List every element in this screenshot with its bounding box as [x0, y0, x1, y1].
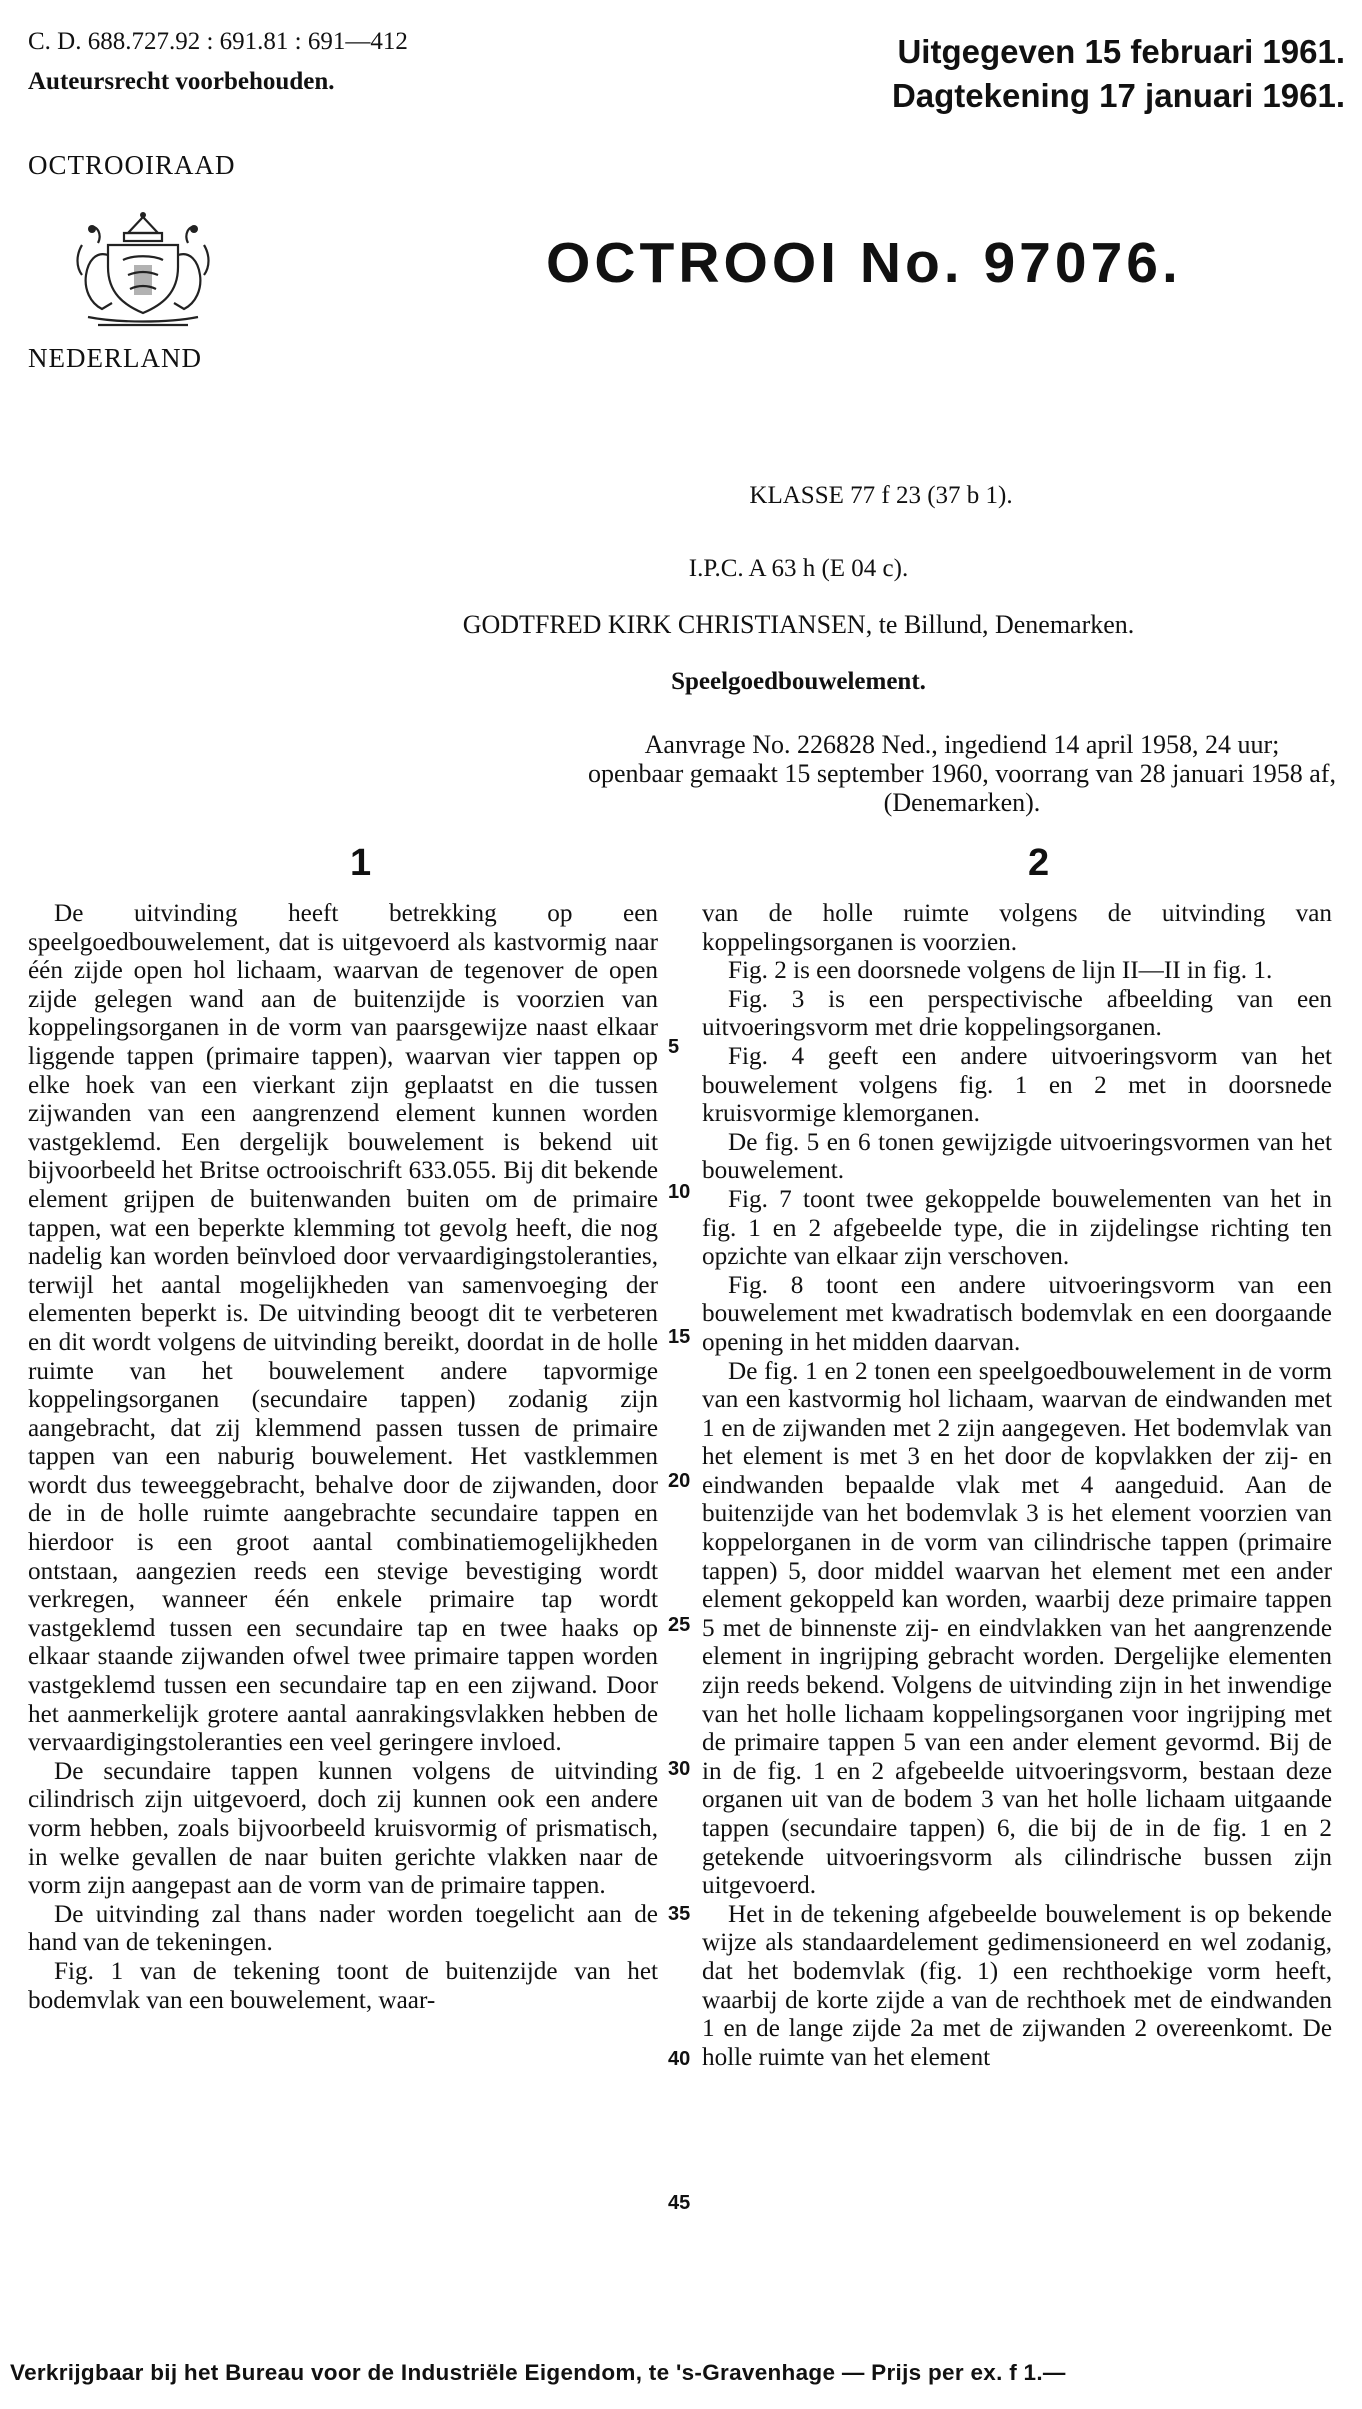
col2-paragraph: Fig. 2 is een doorsnede volgens de lijn II—II in fig. 1. — [728, 957, 1273, 985]
issue-date: Uitgegeven 15 februari 1961. — [897, 33, 1345, 70]
application-line-2: openbaar gemaakt 15 september 1960, voorrang van 28 januari 1958 af, — [588, 759, 1336, 788]
column-number-2: 2 — [1028, 842, 1050, 884]
ipc-class: I.P.C. A 63 h (E 04 c). — [688, 555, 909, 582]
col1-paragraph: De secundaire tappen kunnen volgens de uitvinding cilindrisch zijn uitgevoerd, doch zij kunnen ook een andere vorm hebben, zoals bijvoorbeeld kruisvormig of prismatisch, in welke gevallen de naar buiten gerichte vlakken naar de vorm zijn aangepast aan de vorm van de primaire tappen. — [28, 1757, 658, 1900]
col2-paragraph: van de holle ruimte volgens de uitvinding van koppelingsorganen is voorzien. — [702, 900, 1332, 956]
column-1 — [28, 900, 658, 2015]
copyright-notice: Auteursrecht voorbehouden. — [28, 68, 335, 95]
line-number: 40 — [668, 2048, 691, 2070]
col1-paragraph: De uitvinding heeft betrekking op een speelgoedbouwelement, dat is uitgevoerd als kastvormig naar één zijde open hol lichaam, waarvan de tegenover de open zijde gelegen wand aan de buitenzijde is voorzien van koppelingsorganen in de vorm van paarsgewijze naast elkaar liggende tappen (primaire tappen), waarvan vier tappen op elke hoek van een vierkant zijn geplaatst en die tussen zijwanden van een aangrenzend element kunnen worden vastgeklemd. Een dergelijk bouwelement is bekend uit bijvoorbeeld het Britse octrooischrift 633.055. Bij dit bekende element grijpen de buitenwanden buiten om de primaire tappen, wat een beperkte klemming tot gevolg heeft, die nog nadelig kan worden beïnvloed door vervaardigingstoleranties, terwijl het aantal mogelijkheden van samenvoeging der elementen beperkt is. De uitvinding beoogt dit te verbeteren en dit wordt volgens de uitvinding bereikt, doordat in de holle ruimte van het bouwelement andere tapvormige koppelingsorganen (secundaire tappen) zodanig zijn aangebracht, dat zij klemmend passen tussen de primaire tappen van een naburig bouwelement. Het vastklemmen wordt dus teweeggebracht, behalve door de zijwanden, door de in de holle ruimte aangebrachte secundaire tappen en hierdoor is een groot aantal combinatiemogelijkheden ontstaan, aangezien reeds een stevige bevestiging wordt verkregen, wanneer één enkele primaire tap wordt vastgeklemd tussen een secundaire tap en twee haaks op elkaar staande zijwanden ofwel twee primaire tappen worden vastgeklemd tussen een secundaire tap en een zijwand. Door het aanmerkelijk grotere aantal aanrakingsvlakken hebben de vervaardigingstoleranties een veel geringere invloed. — [28, 900, 658, 1757]
application-line-3: (Denemarken). — [883, 788, 1041, 817]
column-number-1: 1 — [350, 842, 372, 884]
col2-paragraph: Fig. 3 is een perspectivische afbeelding van een uitvoeringsvorm met drie koppelingsorganen. — [702, 985, 1332, 1042]
country-name: NEDERLAND — [28, 343, 202, 373]
col1-paragraph: De uitvinding zal thans nader worden toegelicht aan de hand van de tekeningen. — [28, 1900, 658, 1957]
footer-notice: Verkrijgbaar bij het Bureau voor de Industriële Eigendom, te 's-Gravenhage — Prijs per ex. f 1.— — [10, 2360, 1066, 2385]
header-right — [892, 30, 1345, 118]
line-number: 10 — [668, 1181, 691, 1203]
patent-subject: Speelgoedbouwelement. — [671, 668, 926, 695]
dated-date: Dagtekening 17 januari 1961. — [891, 77, 1345, 114]
coat-of-arms-icon — [68, 205, 218, 335]
line-number: 45 — [668, 2192, 691, 2214]
patent-class: KLASSE 77 f 23 (37 b 1). — [749, 482, 1013, 509]
col2-paragraph: Fig. 8 toont een andere uitvoeringsvorm van een bouwelement met kwadratisch bodemvlak en een doorgaande opening in het midden daarvan. — [702, 1271, 1332, 1356]
line-number: 5 — [668, 1036, 680, 1058]
col2-paragraph: Fig. 7 toont twee gekoppelde bouwelementen van het in fig. 1 en 2 afgebeelde type, die in zijdelingse richting ten opzichte van elkaar zijn verschoven. — [702, 1185, 1332, 1271]
header-left — [28, 22, 408, 102]
col2-paragraph: De fig. 5 en 6 tonen gewijzigde uitvoeringsvormen van het bouwelement. — [702, 1128, 1332, 1185]
office-name: OCTROOIRAAD — [28, 150, 236, 180]
application-details — [362, 730, 1362, 817]
column-2 — [702, 900, 1332, 2072]
line-number: 20 — [668, 1470, 691, 1492]
patent-title: OCTROOI No. 97076. — [546, 231, 1182, 295]
col1-paragraph: Fig. 1 van de tekening toont de buitenzijde van het bodemvlak van een bouwelement, waar- — [28, 1957, 658, 2014]
application-line-1: Aanvrage No. 226828 Ned., ingediend 14 april 1958, 24 uur; — [644, 730, 1280, 759]
line-number: 25 — [668, 1614, 691, 1636]
col2-paragraph: De fig. 1 en 2 tonen een speelgoedbouwelement in de vorm van een kastvormig hol lichaam, waarvan de eindwanden met 1 en de zijwanden met 2 zijn aangegeven. Het bodemvlak van het element is met 3 en het door de kopvlakken der zij- en eindwanden bepaalde vlak met 4 aangeduid. Aan de buitenzijde van het bodemvlak 3 is het element voorzien van koppelorganen in de vorm van cilindrische tappen (primaire tappen) 5, door middel waarvan het element met een ander element gekoppeld kan worden, waarbij deze primaire tappen 5 met de binnenste zij- en eindvlakken van het aangrenzende element in ingrijping gebracht worden. Dergelijke elementen zijn reeds bekend. Volgens de uitvinding zijn in het inwendige van het holle lichaam koppelingsorganen voor ingrijping met de primaire tappen 5 van een ander element gevormd. Bij de in de fig. 1 en 2 afgebeelde uitvoeringsvorm, bestaan deze organen uit van de bodem 3 van het holle lichaam uitgaande tappen (secundaire tappen) 6, die bij de in de fig. 1 en 2 getekende uitvoeringsvorm als cilindrische bussen zijn uitgevoerd. — [702, 1357, 1332, 1900]
line-number: 30 — [668, 1758, 691, 1780]
line-number: 15 — [668, 1326, 691, 1348]
applicant: GODTFRED KIRK CHRISTIANSEN, te Billund, Denemarken. — [462, 610, 1135, 639]
classification-code: C. D. 688.727.92 : 691.81 : 691—412 — [28, 28, 408, 55]
line-number: 35 — [668, 1903, 691, 1925]
col2-paragraph: Het in de tekening afgebeelde bouwelement is op bekende wijze als standaardelement gedimensioneerd en wel zodanig, dat het bodemvlak (fig. 1) een rechthoekige vorm heeft, waarbij de korte zijde a van de rechthoek met de eindwanden 1 en de lange zijde 2a met de zijwanden 2 overeenkomt. De holle ruimte van het element — [702, 1900, 1332, 2071]
col2-paragraph: Fig. 4 geeft een andere uitvoeringsvorm van het bouwelement volgens fig. 1 en 2 met in doorsnede kruisvormige klemorganen. — [702, 1042, 1332, 1128]
